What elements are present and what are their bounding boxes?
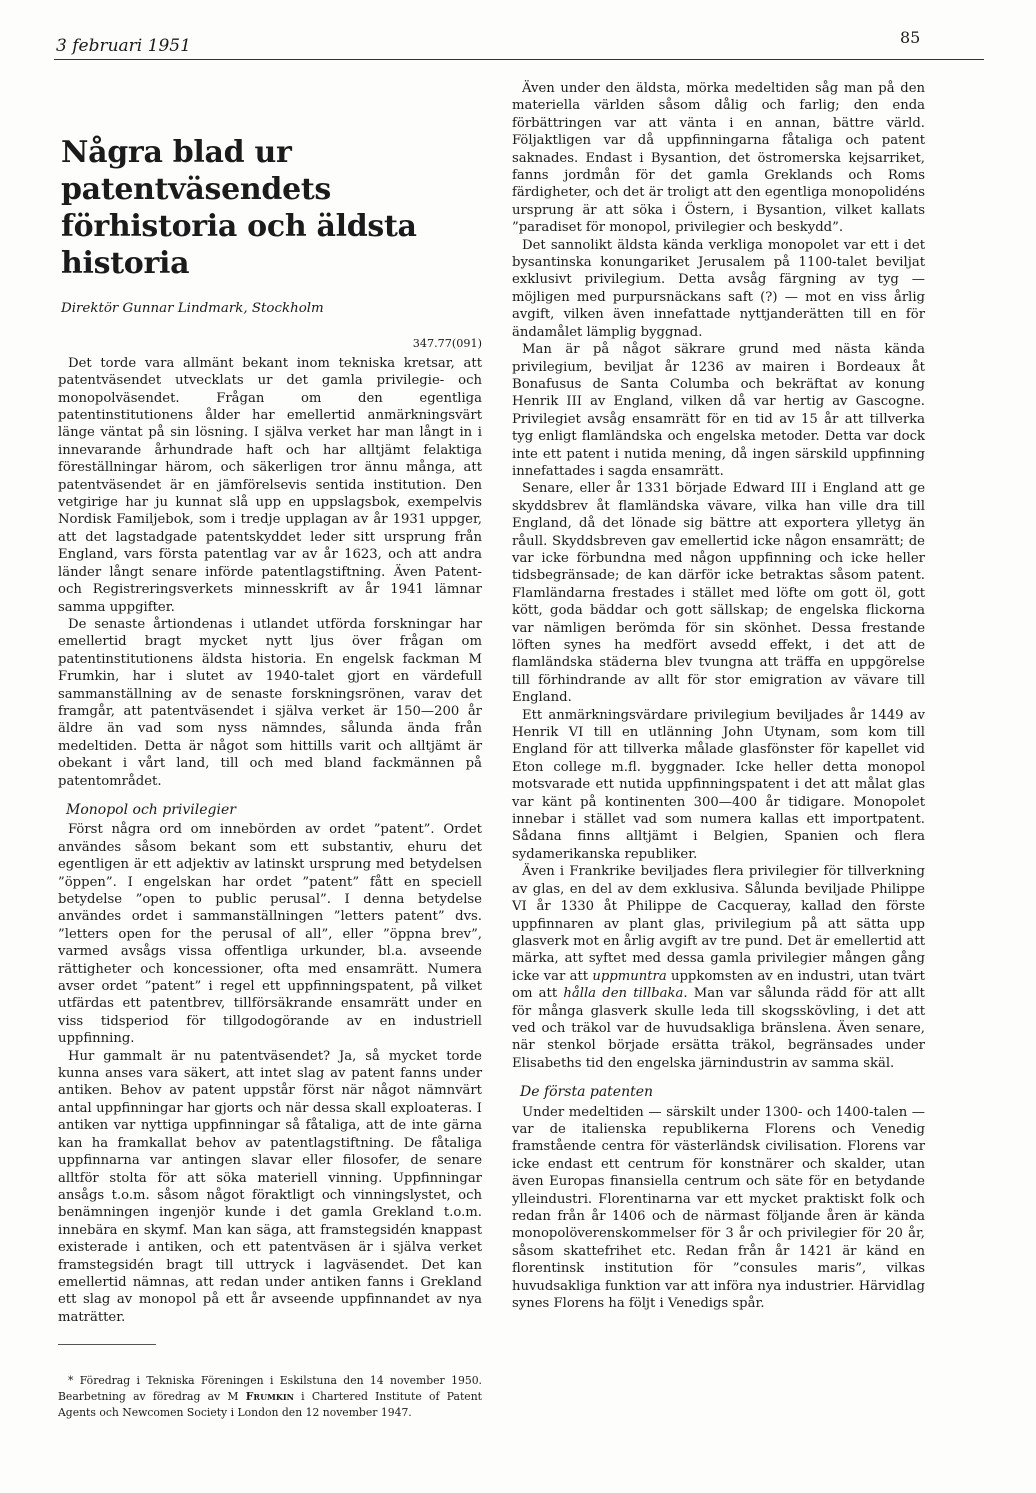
article-title: Några blad ur patentväsendets förhistoria och äldsta historia bbox=[61, 135, 417, 281]
right-paragraph-6-tail: Man var sålunda rädd för att allt för många glasverk skulle leda till skogsskövling, i det att ved och träkol var de huvudsakliga bränslena. Även senare, när stenkol började ersätta träkol, begränsades under Elisabeths tid den engelska järnindustrin av samma skäl. bbox=[512, 986, 925, 1071]
right-paragraph-6 bbox=[512, 863, 925, 1072]
section2-paragraph-1: Under medeltiden — särskilt under 1300- och 1400-talen — var de italienska republikerna Florens och Venedig framstående centra för västerländsk civilisation. Florens var icke endast ett centrum för konstnärer och skalder, utan även Europas finansiella centrum och säte för en betydande ylleindustri. Florentinarna var ett mycket praktiskt folk och redan från år 1406 och de närmast följande åren är kända monopolöverenskommelser för 3 år och privilegier för 20 år, såsom skattefrihet etc. Redan från år 1421 är känd en florentinsk institution för ”consules maris”, vilkas huvudsakliga funktion var att införa nya industrier. Härvidlag synes Florens ha följt i Venedigs spår. bbox=[512, 1104, 925, 1312]
right-paragraph-1: Även under den äldsta, mörka medeltiden såg man på den materiella världen såsom dålig och farlig; den enda förbättringen var att vänta i en annan, bättre värld. Följaktligen var då uppfinningarna fåtaliga och patent saknades. Endast i Bysantion, det östromerska kejsarriket, fanns jordmån för det gamla Greklands och Roms färdigheter, och det är troligt att den egentliga monopolidéns ursprung är att söka i Östern, i Bysantion, vilket kallats ”paradiset för monopol, privilegier och beskydd”. bbox=[512, 81, 925, 236]
right-paragraph-5: Ett anmärkningsvärdare privilegium beviljades år 1449 av Henrik VI till en utlänning John Utynam, som kom till England för att tillverka målade glasfönster för kapellet vid Eton college m.fl. byggnader. Icke heller detta monopol motsvarade ett nutida uppfinningspatent i det att målat glas var känt på kontinenten 300—400 år tidigare. Monopolet innebar i stället vad som numera kallas ett importpatent. Sådana finns alltjämt i Belgien, Spanien och flera sydamerikanska republiker. bbox=[512, 707, 925, 862]
right-column bbox=[512, 80, 925, 1312]
footnote-author: Frumkin bbox=[245, 1390, 294, 1404]
section1-paragraph-1: Först några ord om innebörden av ordet ”patent”. Ordet användes såsom bekant som ett substantiv, ehuru det egentligen är ett adjektiv av latinskt ursprung med betydelsen ”öppen”. I engelskan har ordet ”patent” fått en speciell betydelse ”open to public perusal”. I denna betydelse användes ordet i sammanställningen ”letters patent” dvs. ”letters open for the perusal of all”, eller ”öppna brev”, varmed avsågs vissa offentliga urkunder, bl.a. avseende rättigheter och koncessioner, ofta med ensamrätt. Numera avser ordet ”patent” i regel ett uppfinningspatent, på vilket utfärdas ett patentbrev, tillförsäkrande ensamrätt under en viss tidsperiod för tillgodogörande av en industriell uppfinning. bbox=[58, 822, 482, 1047]
article-byline: Direktör Gunnar Lindmark, Stockholm bbox=[61, 301, 324, 316]
right-paragraph-6-mid: uppkomsten av en industri, utan tvärt om att bbox=[512, 968, 925, 1002]
intro-paragraph-2: De senaste årtiondenas i utlandet utförda forskningar har emellertid bragt mycket nytt ljus över frågan om patentinstitutionens äldsta historia. En engelsk fackman M Frumkin, har i slutet av 1940-talet gjort en värdefull sammanställning av de senaste forskningsrönen, varav det framgår, att patentväsendet i själva verket är 150—200 år äldre än vad som nyss nämndes, sålunda ända från medeltiden. Detta är något som hittills varit och alltjämt är obekant i vårt land, till och med bland fackmännen på patentområdet. bbox=[58, 616, 482, 789]
section1-paragraph-2: Hur gammalt är nu patentväsendet? Ja, så mycket torde kunna anses vara säkert, att intet slag av patent fanns under antiken. Behov av patent uppstår först när något nämnvärt antal uppfinningar har gjorts och när dessa skall exploateras. I antiken var nyttiga uppfinningar så fåtaliga, att de inte gärna kan ha framkallat behov av patentlagstiftning. De fåtaliga uppfinnarna var antingen slavar eller filosofer, de senare alltför stolta för att söka materiell vinning. Uppfinningar ansågs t.o.m. såsom något föraktligt och vinningslystet, och benämningen ingenjör kunde i det gamla Grekland t.o.m. innebära en skymf. Man kan säga, att framstegsidén knappast existerade i antiken, och ett patentväsen är i själva verket framstegsidén bragt till uttryck i lagväsendet. Det kan emellertid nämnas, att redan under antiken fanns i Grekland ett slag av monopol på ett år avseende uppfinnandet av nya maträtter. bbox=[58, 1048, 482, 1325]
right-paragraph-6-text: Även i Frankrike beviljades flera privilegier för tillverkning av glas, en del av dem exklusiva. Sålunda beviljade Philippe VI år 1330 åt Philippe de Cacqueray, kallad den förste uppfinnaren av plant glas, privilegium på att sätta upp glasverk mot en årlig avgift av tre pund. Det är emellertid att märka, att syftet med dessa gamla privilegier mången gång icke var att bbox=[512, 864, 925, 984]
left-column bbox=[58, 134, 482, 1421]
section-heading-monopol: Monopol och privilegier bbox=[66, 801, 236, 818]
issue-date: 3 februari 1951 bbox=[56, 36, 191, 56]
footnote-text-a: * Föredrag i Tekniska Föreningen i Eskilstuna den 14 november 1950. Bearbetning av föredrag av M bbox=[58, 1374, 482, 1404]
page-number: 85 bbox=[900, 28, 921, 47]
intro-paragraph-1: Det torde vara allmänt bekant inom tekniska kretsar, att patentväsendet utvecklats ur det gamla privilegie- och monopolväsendet. Frågan om den egentliga patentinstitutionens ålder har emellertid anmärkningsvärt länge väntat på sin lösning. I själva verket har man långt in i innevarande århundrade haft och har alltjämt felaktiga föreställningar härom, och säkerligen tror ännu många, att patentväsendet är en jämförelsevis sentida institution. Den vetgirige har ju kunnat slå upp en uppslagsbok, exempelvis Nordisk Familjebok, som i tredje upplagan av år 1931 uppger, att det lagstadgade patentskyddet leder sitt ursprung från England, vars första patentlag var av år 1623, och att andra länder långt senare införde patentlagstiftning. Även Patent- och Registreringsverkets minnesskrift av år 1941 lämnar samma uppgifter. bbox=[58, 355, 482, 615]
footnote bbox=[58, 1359, 482, 1421]
classification-code: 347.77(091) bbox=[412, 337, 482, 351]
header-rule bbox=[54, 59, 984, 60]
right-paragraph-3: Man är på något säkrare grund med nästa kända privilegium, beviljat år 1236 av mairen i Bordeaux åt Bonafusus de Santa Columba och bekräftat av konung Henrik III av England, vilken då var hertig av Gascogne. Privilegiet avsåg ensamrätt för en tid av 15 år att tillverka tyg enligt flamländska och engelska metoder. Detta var dock inte ett patent i nutida mening, då ingen särskild uppfinning innefattades i sagda ensamrätt. bbox=[512, 342, 925, 479]
right-paragraph-2: Det sannolikt äldsta kända verkliga monopolet var ett i det bysantinska konungariket Jerusalem på 1100-talet beviljat exklusivt privilegium. Detta avsåg färgning av tyg — möjligen med purpursnäckans saft (?) — mot en viss årlig avgift, vilken även innefattade nyttjanderätten till en för ändamålet lämplig byggnad. bbox=[512, 237, 925, 340]
emphasis-uppmuntra: uppmuntra bbox=[592, 968, 667, 984]
emphasis-halla: hålla den tillbaka. bbox=[563, 986, 688, 1002]
footnote-rule bbox=[58, 1344, 156, 1345]
section-heading-forsta-patenten: De första patenten bbox=[520, 1084, 654, 1101]
right-paragraph-4: Senare, eller år 1331 började Edward III i England att ge skyddsbrev åt flamländska vävare, vilka han ville dra till England, då det lönade sig bättre att exportera ylletyg än råull. Skyddsbreven gav emellertid icke någon ensamrätt; de var icke förbundna med någon uppfinning och icke heller tidsbegränsade; de kan därför icke betraktas såsom patent. Flamländarna frestades i stället med löfte om gott öl, gott kött, goda bäddar och gott sällskap; de engelska flickorna var nämligen berömda för sin skönhet. Dessa frestande löften synes ha medfört avsedd effekt, i det att de flamländska städerna blev tvungna att träffa en uppgörelse till förhindrande av allt för stor emigration av vävare till England. bbox=[512, 481, 925, 706]
footnote-text-b: i Chartered Institute of Patent Agents och Newcomen Society i London den 12 november 1947. bbox=[58, 1390, 482, 1420]
